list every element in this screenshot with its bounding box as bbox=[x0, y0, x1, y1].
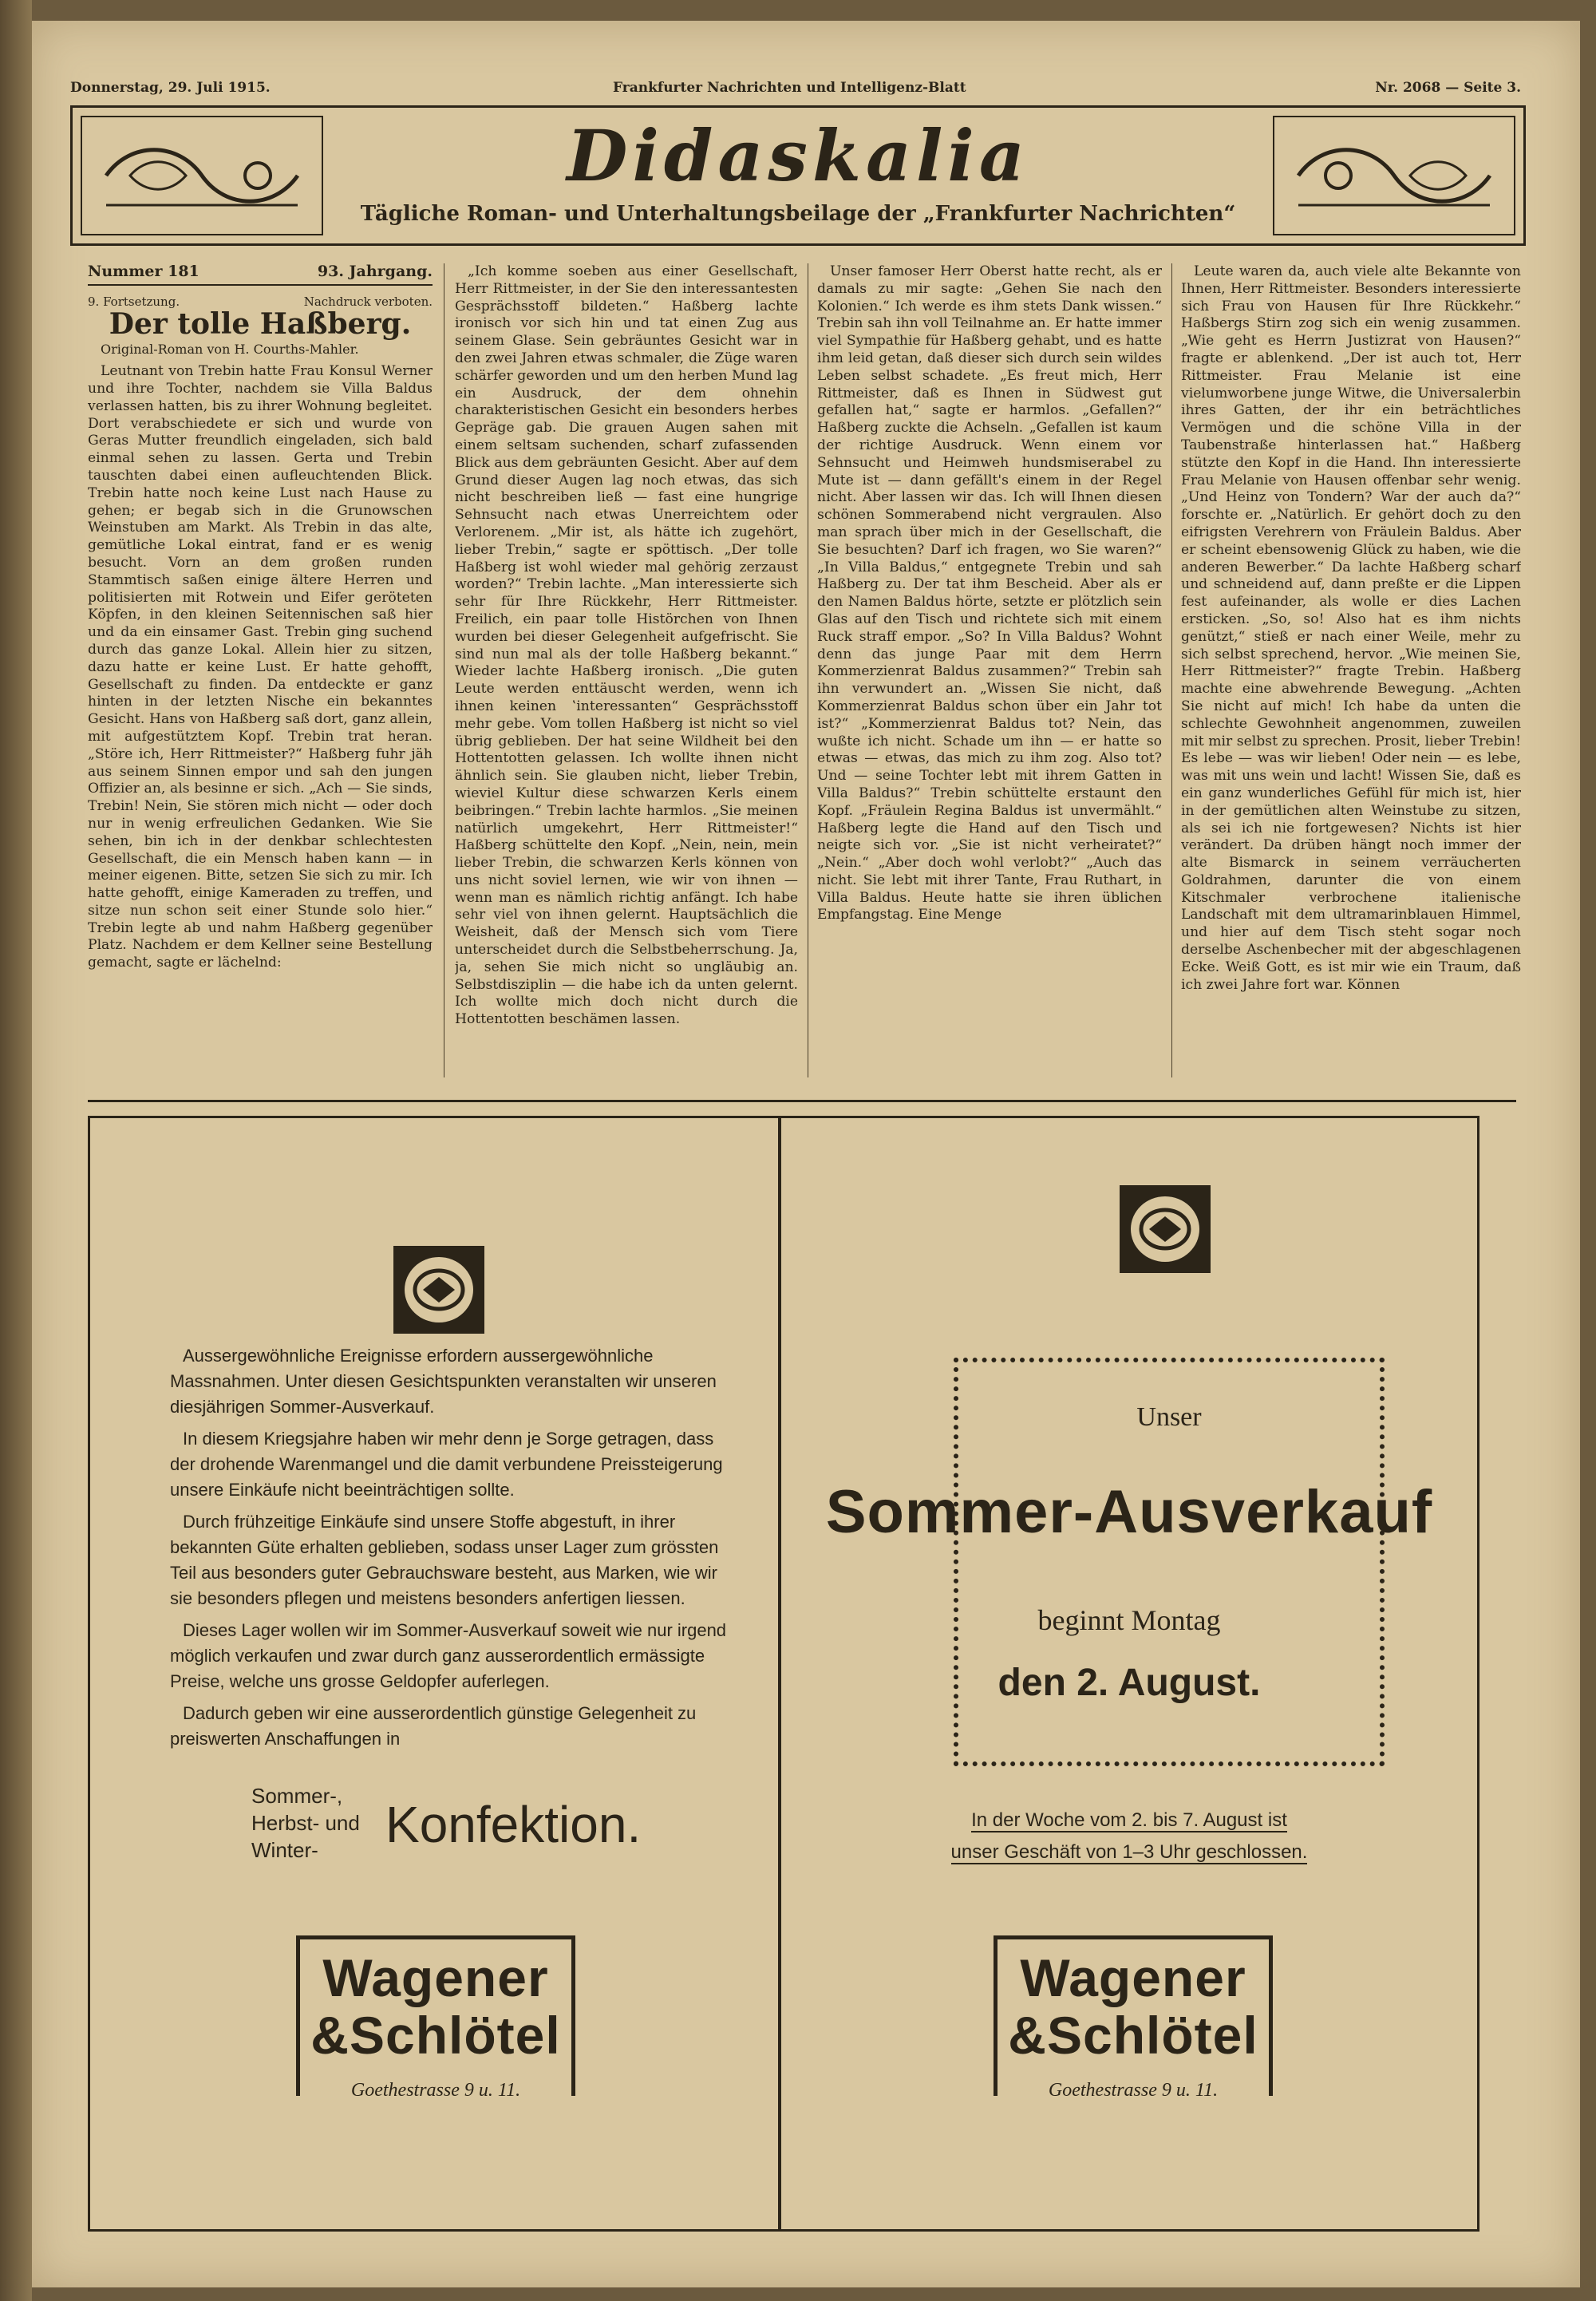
brand-logo-icon bbox=[1120, 1185, 1211, 1273]
header-date: Donnerstag, 29. Juli 1915. bbox=[70, 80, 271, 96]
season-autumn: Herbst- und bbox=[251, 1811, 360, 1835]
closure-line2: unser Geschäft von 1–3 Uhr geschlossen. bbox=[950, 1841, 1308, 1863]
sale-date: den 2. August. bbox=[998, 1662, 1261, 1704]
brand-address: Goethestrasse 9 u. 11. bbox=[1048, 2080, 1219, 2101]
sale-start: beginnt Montag bbox=[1037, 1604, 1221, 1636]
binding-edge bbox=[0, 0, 32, 2301]
brand-name-line2: &Schlötel bbox=[1008, 2006, 1258, 2065]
ad-paragraph: In diesem Kriegsjahre haben wir mehr denn je Sorge getragen, dass der drohende Warenmangel und die damit verbundene Preissteigerung unsere Einkäufe nicht beeinträchtigen sollte. bbox=[170, 1429, 723, 1500]
story-text: Leutnant von Trebin hatte Frau Konsul Werner und ihre Tochter, nachdem sie Villa Baldus verlassen hatten, bis zu ihrer Wohnung begleitet. Dort verabschiedete er sich und wurde von Geras Mutter freundlich eingeladen, sich bald einmal sehen zu lassen. Gerta und Trebin tauschten dabei einen aufleuchtenden Blick. Trebin hatte noch keine Lust nach Hause zu gehen; er begab sich in die Grunowschen Weinstuben am Markt. Als Trebin in das alte, gemütliche Lokal eintrat, fand er es wenig besucht. Vorn an dem großen runden Stammtisch saßen einige ältere Herren und politisierten mit Rotwein und Eifer geröteten Köpfen, in den kleinen Seitennischen saß hier und da ein einsamer Gast. Trebin ging suchend durch das ganze Lokal. Allein hier zu sitzen, dazu hatte er keine Lust. Er hatte gehofft, Gesellschaft zu finden. Da entdeckte er ganz hinten in der letzten Nische ein bekanntes Gesicht. Hans von Haßberg saß dort, ganz allein, mit aufgestütztem Kopf. Trebin trat heran. „Störe ich, Herr Rittmeister?“ Haßberg fuhr jäh aus seinem Sinnen empor und sah den jungen Offizier an, als besinne er sich. „Ach — Sie sinds, Trebin! Nein, Sie stören mich nicht — oder doch nur in wenig erfreulichen Gedanken. Wie Sie sehen, bin ich in der denkbar schlechtesten Gesellschaft, die ein Mensch haben kann — in meiner eigenen. Bitte, setzen Sie sich zu mir. Ich hatte gehofft, einige Kameraden zu treffen, und sitze nun schon seit einer Stunde solo hier.“ Trebin legte ab und nahm Haßberg gegenüber Platz. Nachdem er dem Kellner seine Bestellung gemacht, sagte er lächelnd: bbox=[88, 363, 433, 971]
sale-box bbox=[954, 1358, 1385, 1766]
brand-name-line1: Wagener bbox=[322, 1948, 549, 2007]
brand-address: Goethestrasse 9 u. 11. bbox=[350, 2080, 521, 2101]
page-header bbox=[70, 80, 1521, 104]
story-column-2 bbox=[455, 263, 798, 1077]
closure-notice bbox=[781, 1805, 1477, 1868]
advertisement-left bbox=[88, 1116, 780, 2232]
header-page-number: Nr. 2068 — Seite 3. bbox=[1375, 80, 1521, 96]
masthead-title: Didaskalia bbox=[567, 114, 1029, 197]
issue-line bbox=[88, 263, 433, 286]
season-list bbox=[251, 1782, 360, 1864]
ad-body bbox=[170, 1343, 729, 1758]
ad-paragraph: Dadurch geben wir eine ausserordentlich günstige Gelegenheit zu preiswerten Anschaffungen in bbox=[170, 1703, 697, 1749]
brand-block bbox=[994, 1935, 1273, 2101]
brand-name-line2: &Schlötel bbox=[310, 2006, 561, 2065]
installment: 9. Fortsetzung. bbox=[88, 294, 180, 309]
ad-paragraph: Aussergewöhnliche Ereignisse erfordern aussergewöhnliche Massnahmen. Unter diesen Gesichtspunkten veranstalten wir unseren diesjährigen Sommer-Ausverkauf. bbox=[170, 1346, 717, 1417]
story-text: Unser famoser Herr Oberst hatte recht, als er damals zu mir sagte: „Gehen Sie nach den Kolonien.“ Ich werde es ihm stets Dank wissen.“ Trebin sah ihn voll Teilnahme an. Er hatte immer viel Sympathie für Haßberg gehabt, und es hatte ihm leid getan, daß dieser sich durch sein wildes Leben selbst schadete. „Es freut mich, Herr Rittmeister, daß es Ihnen in Südwest gut gefallen hat,“ sagte er harmlos. „Gefallen?“ Haßberg zuckte die Achseln. „Gefallen ist kaum der richtige Ausdruck. Wenn einem vor Sehnsucht und Heimweh hundsmiserabel zu Mute ist — dann gefällt's einem in der Regel nicht. Aber lassen wir das. Ich will Ihnen diesen schönen Sommerabend nicht vergraulen. Also man sprach über mich in der Gesellschaft, die Sie besuchten? Darf ich fragen, wo Sie waren?“ „In Villa Baldus,“ entgegnete Trebin und sah Haßberg zu. Der tat ihm Bescheid. Aber als er den Namen Baldus hörte, setzte er plötzlich sein Glas auf den Tisch und richtete sich mit einem Ruck straff empor. „So? In Villa Baldus? Wohnt denn das junge Paar mit dem Herrn Kommerzienrat Baldus zusammen?“ Trebin sah ihn verwundert an. „Wissen Sie nicht, daß Kommerzienrat Baldus schon über ein Jahr tot ist?“ „Kommerzienrat Baldus tot? Nein, das wußte ich nicht. Schade um ihn — er hatte so etwas — etwas, das mich zu ihm zog. Also tot? Und — seine Tochter lebt mit ihrem Gatten in Villa Baldus?“ Trebin schüttelte erstaunt den Kopf. „Fräulein Regina Baldus ist unvermählt.“ Haßberg legte die Hand auf den Tisch und neigte sich vor. „Sie ist nicht verheiratet?“ „Nein.“ „Aber doch wohl verlobt?“ „Auch das nicht. Sie lebt mit ihrer Tante, Frau Ruthart, in Villa Baldus. Heute hatte sie ihren üblichen Empfangstag. Eine Menge bbox=[817, 263, 1162, 923]
story-column-3 bbox=[817, 263, 1162, 1077]
brand-logo-icon bbox=[393, 1246, 484, 1334]
issue-number: Nummer 181 bbox=[88, 263, 200, 280]
story-column-4 bbox=[1181, 263, 1521, 1077]
story-text: Leute waren da, auch viele alte Bekannte von Ihnen, Herr Rittmeister. Besonders interessierte sich Frau von Hausen für Ihre Rückkehr.“ Haßbergs Stirn zog sich ein wenig zusammen. „Wie geht es Herrn Justizrat von Hausen?“ fragte er ablenkend. „Der ist auch tot, Herr Rittmeister. Frau Melanie ist eine vielumworbene junge Witwe, die Universalerbin ihres Gatten, der ihr ein beträchtliches Vermögen und die schöne Villa in der Taubenstraße hinterlassen hat.“ Haßberg stützte den Kopf in die Hand. Ihn interessierte Frau Melanie von Hausen offenbar sehr wenig. „Und Heinz von Tondern? War der auch da?“ forschte er. „Natürlich. Er gehört doch zu den eifrigsten Verehrern von Fräulein Baldus. Aber er scheint ebensowenig Glück zu haben, wie die anderen Bewerber.“ Da lachte Haßberg scharf und schneidend auf, dann preßte er die Lippen fest aufeinander, als wolle er dies Lachen ersticken. „So, so! Also hat es ihm nichts genützt,“ stieß er nach einer Weile, mehr zu sich selbst sprechend, hervor. „Wie meinen Sie, Herr Rittmeister?“ fragte Trebin. Haßberg machte eine abwehrende Bewegung. „Achten Sie nicht auf mich! Ich habe da unten die schlechte Gewohnheit angenommen, zuweilen mit mir selbst zu sprechen. Prosit, lieber Trebin! Es lebe — was wir lieben! Oder nein — es lebe, was mit uns wein und lacht! Wissen Sie, daß es ein ganz wunderliches Gefühl für mich ist, hier in der gemütlichen alten Weinstube zu sitzen, als sei ich nie fortgewesen? Nichts ist hier verändert. Da drüben hängt noch immer der alte Bismarck in seinem verräucherten Goldrahmen, darunter die von einem Kitschmaler verbrochene italienische Landschaft mit dem ultramarinblauen Himmel, und hier auf dem Tisch steht sogar noch derselbe Aschenbecher mit der abgeschlagenen Ecke. Weiß Gott, es ist mir wie ein Traum, daß ich zwei Jahre fort war. Können bbox=[1181, 263, 1521, 993]
season-summer: Sommer-, bbox=[251, 1784, 343, 1808]
brand-block bbox=[296, 1935, 575, 2101]
ornament-left-icon bbox=[81, 116, 323, 235]
ad-paragraph: Dieses Lager wollen wir im Sommer-Ausverkauf soweit wie nur irgend möglich verkaufen und zwar durch ganz ausserordentlich ermässigte Preise, welche uns grosse Geldopfer auferlegen. bbox=[170, 1620, 727, 1691]
header-paper: Frankfurter Nachrichten und Intelligenz-Blatt bbox=[613, 80, 966, 96]
sale-intro: Unser bbox=[1136, 1402, 1202, 1432]
advertisement-right bbox=[779, 1116, 1479, 2232]
column-divider bbox=[1171, 263, 1172, 1077]
ad-paragraph: Durch frühzeitige Einkäufe sind unsere Stoffe abgestuft, in ihrer bekannten Güte erhalten geblieben, sodass unser Lager zum grössten Teil aus besonders guter Gebrauchsware besteht, aus Marken, wie wir sie besonders pflegen und meistens besonders anfertigen liessen. bbox=[170, 1512, 719, 1608]
masthead bbox=[70, 105, 1526, 246]
category-label: Konfektion. bbox=[385, 1796, 642, 1853]
masthead-subtitle: Tägliche Roman- und Unterhaltungsbeilage der „Frankfurter Nachrichten“ bbox=[360, 202, 1236, 226]
brand-name-line1: Wagener bbox=[1020, 1948, 1246, 2007]
season-winter: Winter- bbox=[251, 1838, 318, 1862]
story-column-1 bbox=[88, 263, 433, 1077]
closure-line1: In der Woche vom 2. bis 7. August ist bbox=[971, 1809, 1287, 1831]
reprint-notice: Nachdruck verboten. bbox=[303, 294, 433, 309]
byline: Original-Roman von H. Courths-Mahler. bbox=[101, 342, 359, 358]
volume-number: 93. Jahrgang. bbox=[317, 263, 433, 280]
sale-headline: Sommer-Ausverkauf bbox=[825, 1478, 1433, 1546]
section-rule bbox=[88, 1100, 1516, 1102]
novel-title: Der tolle Haßberg. bbox=[109, 306, 412, 341]
story-text: „Ich komme soeben aus einer Gesellschaft, Herr Rittmeister, in der Sie den interessantesten Gesprächsstoff bildeten.“ Haßberg lachte ironisch vor sich hin und tat einen Zug aus seinem Glase. Sein gebräuntes Gesicht war in den zwei Jahren etwas schmaler, die Züge waren schärfer geworden und um den herben Mund lag ein Ausdruck, der dem ohnehin charakteristischen Gesicht ein besonders herbes Gepräge gab. Die grauen Augen sahen mit einem seltsam suchenden, scharf zufassenden Blick aus dem gebräunten Gesicht. Aber auf dem Grund dieser Augen lag noch etwas, das sich nicht beschreiben ließ — fast eine hungrige Sehnsucht nach etwas Unerreichtem oder Verlorenem. „Mir ist, als hätte ich zugehört, lieber Trebin,“ sagte er spöttisch. „Der tolle Haßberg ist wohl wieder mal gehörig zerzaust worden?“ Trebin lachte. „Man interessierte sich sehr für Ihre Rückkehr, Herr Rittmeister. Freilich, ein paar tolle Histörchen von Ihnen wurden bei dieser Gelegenheit aufgefrischt. Sie sind nun mal als der tolle Haßberg bekannt.“ Wieder lachte Haßberg ironisch. „Die guten Leute werden enttäuscht werden, wenn ich ihnen keinen ‛interessanten“ Gesprächsstoff mehr gebe. Vom tollen Haßberg ist nicht so viel übrig geblieben. Der hat seine Wildheit bei den Hottentotten gelassen. Ich wollte ihnen nicht ähnlich sein. Sie glauben nicht, lieber Trebin, wieviel Kultur diese schwarzen Kerls einem beibringen.“ Trebin lachte harmlos. „Sie meinen natürlich umgekehrt, Herr Rittmeister!“ Haßberg schüttelte den Kopf. „Nein, nein, mein lieber Trebin, die schwarzen Kerls können von uns nicht soviel lernen, wie wir von ihnen — wenn man es nämlich richtig anfängt. Ich habe sehr viel von ihnen gelernt. Hauptsächlich die Weisheit, daß der Mensch sich vom Tiere unterscheidet durch die Selbstbeherrschung. Ja, ja, sehen Sie mich nicht so ungläubig an. Selbstdisziplin — die habe ich da unten gelernt. Ich wollte mich doch nicht durch die Hottentotten beschämen lassen. bbox=[455, 263, 798, 1028]
ornament-right-icon bbox=[1273, 116, 1515, 235]
